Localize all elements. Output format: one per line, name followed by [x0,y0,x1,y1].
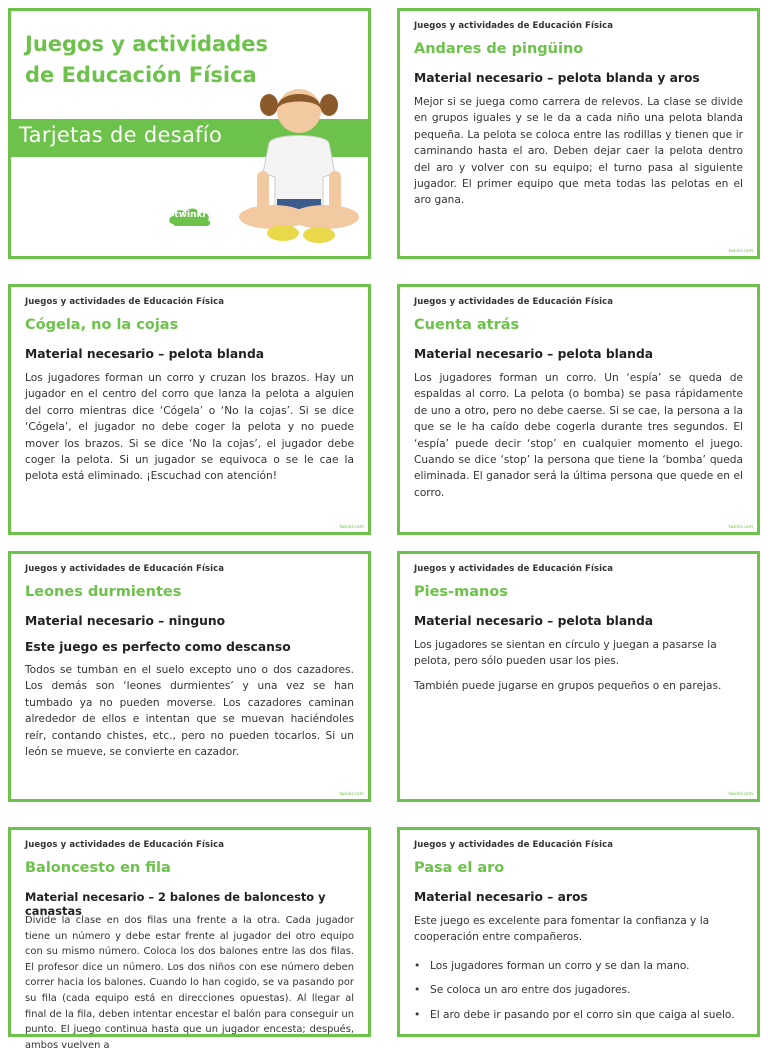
card-footer: twinkl.com [728,525,753,530]
card-andares-de-pinguino [397,8,760,259]
card-material: Material necesario – pelota blanda [414,614,654,628]
card-body: Los jugadores forman un corro y cruzan los brazos. Hay un jugador en el centro del corro que lanza la pelota a alguien del corro mientras dice ‘Cógela’ o ‘No la cojas’. Si se dice ‘Cógela’, el jugador no debe coger la pelota y no puede mover los brazos. Si se dice ‘No la cojas’, el jugador debe coger la pelota. Si un jugador se equivoca o se le cae la pelota está eliminado. ¡Escuchad con atención! [25,372,354,483]
card-title: Leones durmientes [25,584,182,600]
card-body: Divide la clase en dos filas una frente a la otra. Cada jugador tiene un número y debe estar frente al jugador del otro equipo con su mismo número. Coloca los dos balones entre las dos filas. El profesor dice un número. Los dos niños con ese número deben correr hacia los balones. Cuando lo han cogido, se va pasando por su fila (cada equipo está en direcciones opuestas). Al llegar al final de la fila, deben intentar encestar el balón para conseguir un punto. El juego continua hasta que un jugador encesta; después, ambos vuelven a [25,915,354,1051]
list-item: • El aro debe ir pasando por el corro sin que caiga al suelo. [414,1007,743,1023]
card-footer: twinkl.com [728,249,753,254]
card-footer: twinkl.com [339,525,364,530]
twinkl-logo: twinkl [167,204,213,230]
card-pies-manos [397,551,760,802]
card-header: Juegos y actividades de Educación Física [414,564,614,574]
card-body: Este juego es excelente para fomentar la confianza y la cooperación entre compañeros. • Los jugadores forman un corro y se dan la mano. • Se coloca un aro entre dos jugadores. • El aro debe ir pasando por el corro sin que caiga al suelo. [414,913,743,1031]
card-header: Juegos y actividades de Educación Física [25,564,225,574]
card-footer: twinkl.com [728,792,753,797]
cover-card [8,8,371,259]
card-header: Juegos y actividades de Educación Física [25,840,225,850]
list-item: • Los jugadores forman un corro y se dan la mano. [414,958,743,974]
child-illustration [233,81,365,251]
card-material: Material necesario – 2 balones de baloncesto y canastas [25,890,326,918]
card-material: Material necesario – pelota blanda y aros [414,71,700,85]
card-material: Material necesario – pelota blanda [414,347,654,361]
card-title: Cuenta atrás [414,317,520,333]
card-body: Mejor si se juega como carrera de relevos. La clase se divide en grupos iguales y se le da a cada niño una pelota blanda pequeña. La pelota se coloca entre las rodillas y tienen que ir caminando hasta el aro. Deben dejar caer la pelota dentro del aro y volver con su equipo; el turno pasa al siguiente jugador. El primer equipo que meta todas las pelotas en el aro gana. [414,96,743,207]
card-cuenta-atras [397,284,760,535]
card-title: Cógela, no la cojas [25,317,179,333]
cover-subtitle: Tarjetas de desafío [19,123,223,147]
card-body: Todos se tumban en el suelo excepto uno o dos cazadores. Los demás son ‘leones durmientes’ y una vez se han tumbado ya no pueden moverse. Los cazadores caminan alrededor de ellos e intentan que se muevan haciéndoles reír, contando chistes, etc., pero no pueden tocarlos. Si un león se mueve, se convierte en cazador. [25,664,354,759]
card-subheading: Este juego es perfecto como descanso [25,640,291,654]
card-title: Pies-manos [414,584,508,600]
bullet-list [414,958,743,1023]
card-material: Material necesario – aros [414,890,588,904]
card-material: Material necesario – ninguno [25,614,226,628]
card-pasa-el-aro [397,827,760,1037]
card-body: Los jugadores se sientan en círculo y juegan a pasarse la pelota, pero sólo pueden usar los pies. También puede jugarse en grupos pequeños o en parejas. [414,639,722,692]
list-item: • Se coloca un aro entre dos jugadores. [414,982,743,998]
card-leones-durmientes [8,551,371,802]
card-baloncesto-en-fila [8,827,371,1051]
card-title: Pasa el aro [414,860,505,876]
card-header: Juegos y actividades de Educación Física [414,21,614,31]
card-header: Juegos y actividades de Educación Física [414,840,614,850]
card-header: Juegos y actividades de Educación Física [414,297,614,307]
card-title: Baloncesto en fila [25,860,171,876]
card-cogela-no-la-cojas [8,284,371,535]
cover-title: Juegos y actividades de Educación Física [25,32,268,87]
card-header: Juegos y actividades de Educación Física [25,297,225,307]
card-body: Los jugadores forman un corro. Un ‘espía’ se queda de espaldas al corro. La pelota (o bomba) se pasa rápidamente de uno a otro, pero no debe caerse. Si se cae, la persona a la que se le ha caído debe cogerla durante tres segundos. El ‘espía’ puede decir ‘stop’ en cualquier momento el juego. Cuando se dice ‘stop’ la persona que tiene la ‘bomba’ queda eliminada. El ganador será la última persona que quede en el corro. [414,372,743,499]
card-material: Material necesario – pelota blanda [25,347,265,361]
card-footer: twinkl.com [339,792,364,797]
card-title: Andares de pingüino [414,41,584,57]
